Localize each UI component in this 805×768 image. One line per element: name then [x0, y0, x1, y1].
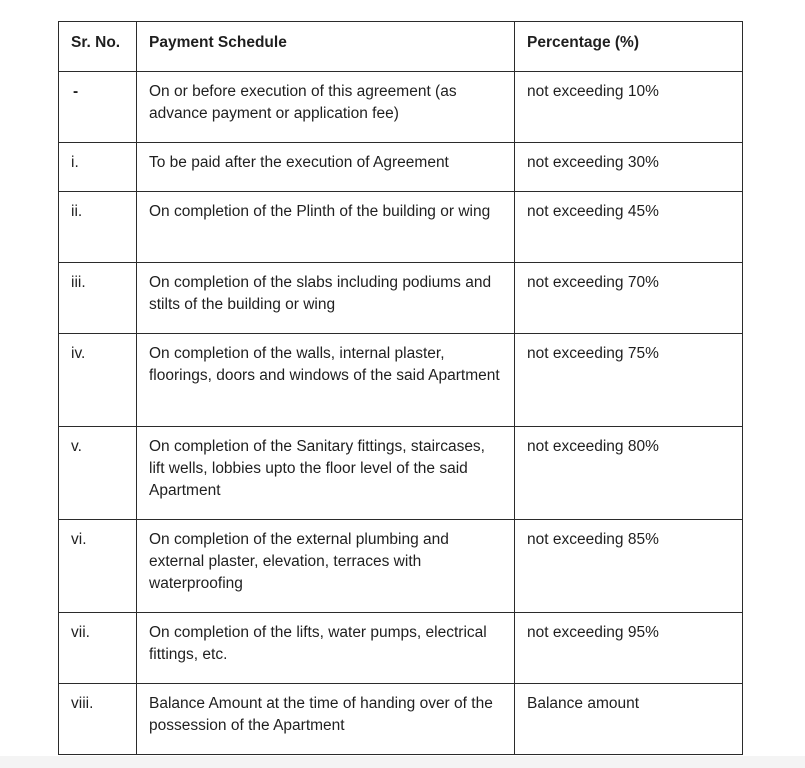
- row-percentage: not exceeding 45%: [515, 192, 743, 263]
- row-sr-no: vii.: [59, 613, 137, 684]
- row-percentage: Balance amount: [515, 684, 743, 755]
- row-schedule: On completion of the Plinth of the building or wing: [137, 192, 515, 263]
- page-bottom-edge: [0, 756, 805, 768]
- row-schedule: On completion of the Sanitary fittings, staircases, lift wells, lobbies upto the floor level of the said Apartment: [137, 427, 515, 520]
- row-sr-no: i.: [59, 143, 137, 192]
- table-row: [59, 684, 743, 755]
- row-percentage: not exceeding 75%: [515, 334, 743, 427]
- table-row: [59, 427, 743, 520]
- table-row: [59, 613, 743, 684]
- row-schedule: To be paid after the execution of Agreement: [137, 143, 515, 192]
- header-sr-no: Sr. No.: [59, 22, 137, 72]
- row-sr-no: viii.: [59, 684, 137, 755]
- row-percentage: not exceeding 30%: [515, 143, 743, 192]
- header-percentage: Percentage (%): [515, 22, 743, 72]
- row-sr-no: iii.: [59, 263, 137, 334]
- row-schedule: Balance Amount at the time of handing over of the possession of the Apartment: [137, 684, 515, 755]
- row-schedule: On or before execution of this agreement (as advance payment or application fee): [137, 72, 515, 143]
- row-schedule: On completion of the slabs including podiums and stilts of the building or wing: [137, 263, 515, 334]
- row-percentage: not exceeding 10%: [515, 72, 743, 143]
- row-schedule: On completion of the walls, internal plaster, floorings, doors and windows of the said Apartment: [137, 334, 515, 427]
- table-row: [59, 143, 743, 192]
- row-percentage: not exceeding 85%: [515, 520, 743, 613]
- table-row: [59, 520, 743, 613]
- row-percentage: not exceeding 95%: [515, 613, 743, 684]
- row-sr-no: ii.: [59, 192, 137, 263]
- row-sr-no: iv.: [59, 334, 137, 427]
- row-sr-no: -: [59, 72, 137, 143]
- table-row: [59, 334, 743, 427]
- row-percentage: not exceeding 80%: [515, 427, 743, 520]
- header-payment-schedule: Payment Schedule: [137, 22, 515, 72]
- row-sr-no: vi.: [59, 520, 137, 613]
- row-percentage: not exceeding 70%: [515, 263, 743, 334]
- row-schedule: On completion of the external plumbing and external plaster, elevation, terraces with waterproofing: [137, 520, 515, 613]
- row-schedule: On completion of the lifts, water pumps, electrical fittings, etc.: [137, 613, 515, 684]
- table-row: [59, 263, 743, 334]
- table-header-row: [59, 22, 743, 72]
- payment-schedule-table: [58, 21, 743, 755]
- row-sr-no: v.: [59, 427, 137, 520]
- table-row: [59, 72, 743, 143]
- table-row: [59, 192, 743, 263]
